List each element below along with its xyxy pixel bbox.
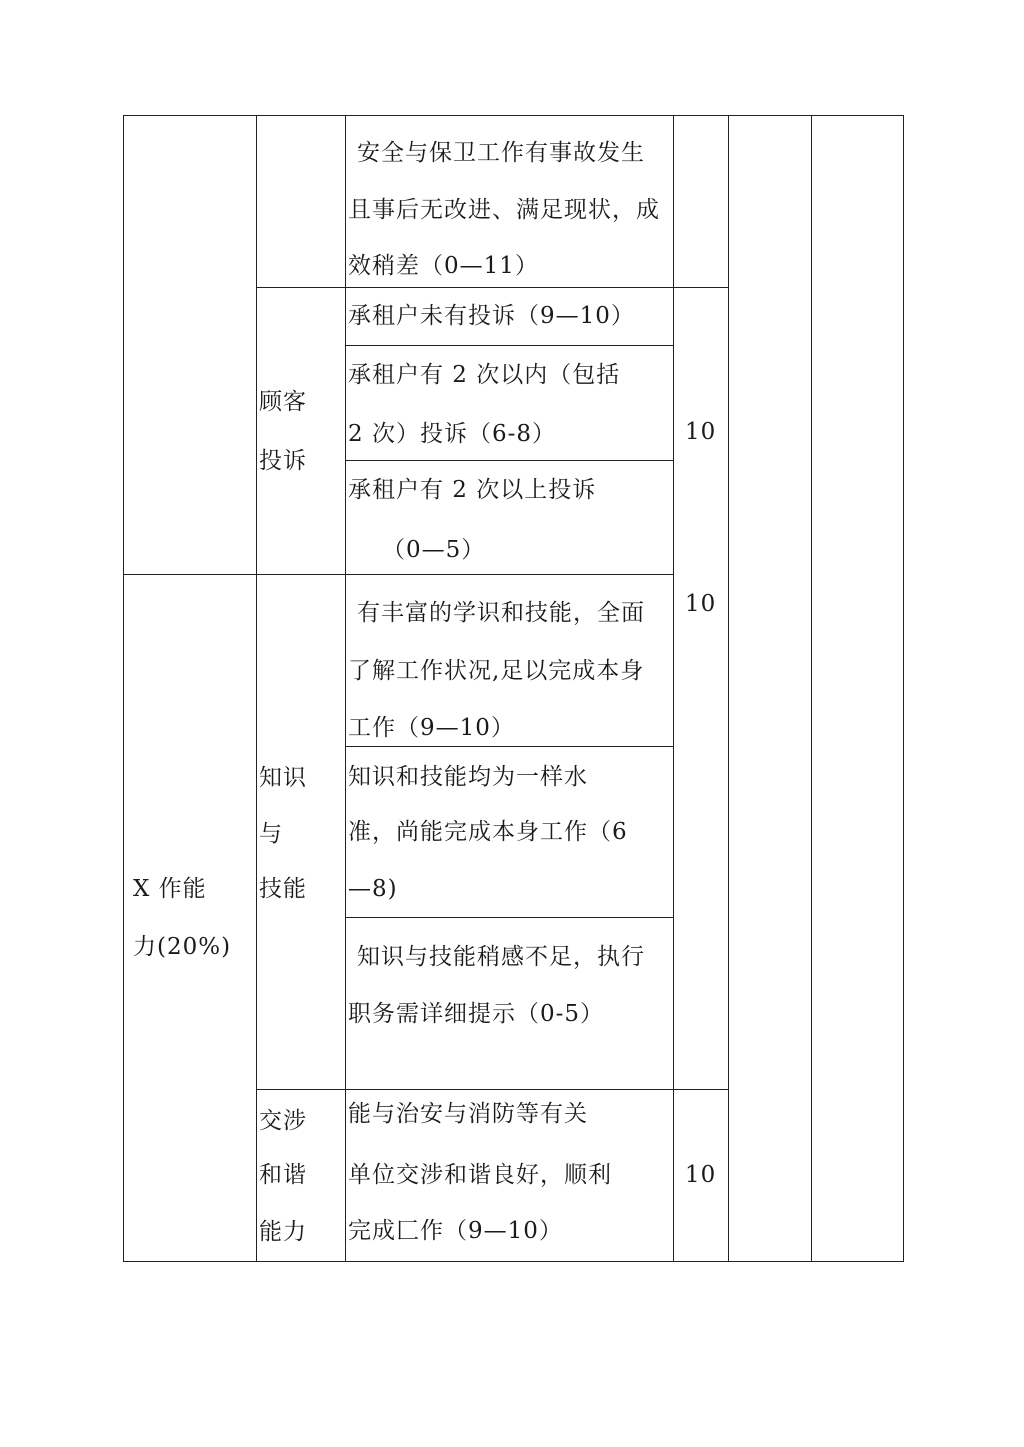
communication-item-line-3: 能力 [259, 1219, 307, 1245]
knowledge-criterion-3-line-1: 知识与技能稍感不足，执行 [357, 944, 645, 970]
knowledge-item-line-1: 知识 [259, 765, 307, 791]
communication-criterion-line-3: 完成匚作（9—10） [348, 1218, 563, 1244]
communication-item-line-2: 和谐 [259, 1162, 307, 1188]
table-border-top [123, 115, 904, 116]
complaint-item-line-1: 顾客 [259, 389, 307, 415]
knowledge-criterion-3-line-2: 职务需详细提示（0-5） [348, 1001, 605, 1027]
complaint-criterion-3-line-1: 承租户有 2 次以上投诉 [348, 477, 597, 503]
ability-category-line-1: X 作能 [133, 876, 207, 902]
knowledge-score: 10 [685, 591, 717, 617]
knowledge-criterion-2-line-3: —8) [348, 876, 398, 902]
ability-category-line-2: 力(20%) [133, 934, 232, 960]
complaint-criterion-3-line-2: （0—5） [382, 537, 486, 563]
knowledge-criterion-1-line-2: 了解工作状况,足以完成本身 [348, 658, 645, 684]
complaint-criterion-2-line-1: 承租户有 2 次以内（包括 [348, 362, 621, 388]
table-border-bottom [123, 1261, 904, 1262]
knowledge-criterion-1-line-1: 有丰富的学识和技能，全面 [357, 600, 645, 626]
table-border-left [123, 115, 124, 1262]
security-criterion-line-2: 且事后无改进、满足现状，成 [348, 197, 660, 223]
knowledge-criterion-2-line-1: 知识和技能均为一样水 [348, 764, 588, 790]
complaint-score: 10 [685, 419, 717, 445]
communication-item-line-1: 交涉 [259, 1108, 307, 1134]
complaint-criterion-2-line-2: 2 次）投诉（6-8） [348, 421, 556, 447]
table-border-right [903, 115, 904, 1262]
knowledge-item-line-2: 与 [259, 821, 283, 847]
knowledge-item-line-3: 技能 [259, 876, 307, 902]
complaint-item-line-2: 投诉 [259, 448, 307, 474]
security-criterion-line-1: 安全与保卫工作有事故发生 [357, 140, 645, 166]
communication-score: 10 [685, 1162, 717, 1188]
complaint-criterion-1: 承租户未有投诉（9—10） [348, 303, 635, 329]
knowledge-criterion-1-line-3: 工作（9—10） [348, 715, 515, 741]
security-criterion-line-3: 效稍差（0—11） [348, 253, 539, 279]
col-divider-5 [811, 115, 812, 1262]
communication-criterion-line-2: 单位交涉和谐良好，顺利 [348, 1162, 612, 1188]
communication-criterion-line-1: 能与治安与消防等有关 [348, 1101, 588, 1127]
knowledge-criterion-2-line-2: 准，尚能完成本身工作（6 [348, 819, 628, 845]
